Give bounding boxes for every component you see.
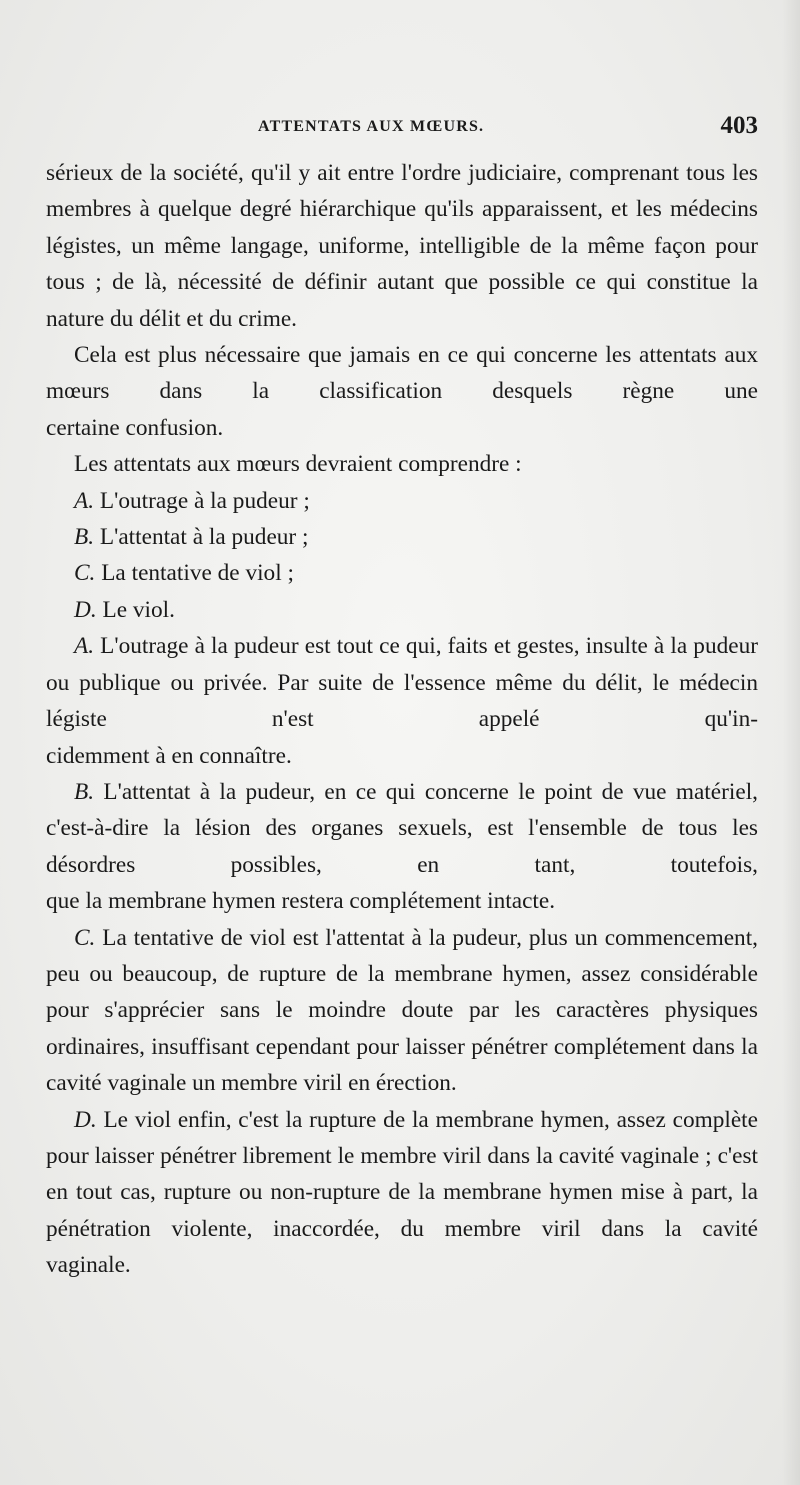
paragraph-confusion [46, 337, 758, 410]
running-head: ATTENTATS AUX MŒURS. [258, 118, 485, 135]
list-text: L'attentat à la pudeur ; [94, 524, 309, 551]
paragraph-definition-c [46, 920, 758, 1066]
list-letter: C. [74, 560, 96, 587]
paragraph-text: Les attentats aux mœurs devraient comprendre : [74, 451, 522, 478]
paragraph-text: cavité vaginale un membre viril en érection. [46, 1070, 457, 1097]
list-letter: D. [74, 596, 97, 623]
definition-letter: A. [74, 633, 95, 660]
definition-letter: C. [74, 924, 96, 951]
page-number: 403 [720, 112, 758, 139]
paragraph-text: certaine confusion. [46, 414, 224, 441]
list-letter: A. [74, 487, 95, 514]
paragraph-text: L'outrage à la pudeur est tout ce qui, faits et gestes, insulte à la pudeur ou publique ou privée. Par suite de l'essence même du délit, le médecin légiste n'est appelé qu'in- [46, 633, 758, 733]
paragraph-text: vaginale. [46, 1252, 131, 1279]
paragraph-list-intro [46, 446, 758, 482]
list-item [46, 483, 758, 519]
body-text [46, 155, 758, 1284]
paragraph-definition-d-last-line [46, 1247, 758, 1283]
paragraph-definition-c-last-line [46, 1065, 758, 1101]
list-item [46, 592, 758, 628]
list-text: La tentative de viol ; [95, 560, 294, 587]
paragraph-continuation [46, 155, 758, 301]
list-text: L'outrage à la pudeur ; [94, 487, 310, 514]
paragraph-text: cidemment à en connaître. [46, 742, 292, 769]
paragraph-definition-a-last-line [46, 738, 758, 774]
paragraph-text: sérieux de la société, qu'il y ait entre l'ordre judiciaire, comprenant tous les membres à quelque degré hiérarchique qu'ils apparaissent, et les médecins légistes, un même langage, uniforme, intelligible de la même façon pour tous ; de là, nécessité de définir autant que possible ce qui constitue la [46, 160, 758, 296]
paragraph-definition-b-last-line [46, 883, 758, 919]
paragraph-text: Cela est plus nécessaire que jamais en ce qui concerne les attentats aux mœurs dans la classification desquels règne une [46, 342, 758, 405]
list-item [46, 555, 758, 591]
paragraph-text: Le viol enfin, c'est la rupture de la membrane hymen, assez complète pour laisser pénétrer librement le membre viril dans la cavité vaginale ; c'est en tout cas, rupture ou non-rupture de la membrane hymen mise à part, la pénétration violente, inaccordée, du membre viril dans la cavité [46, 1106, 758, 1242]
paragraph-continuation-last-line [46, 301, 758, 337]
list-letter: B. [74, 524, 95, 551]
paragraph-text: La tentative de viol est l'attentat à la pudeur, plus un commencement, peu ou beaucoup, de rupture de la membrane hymen, assez considérable pour s'apprécier sans le moindre doute par les caractères physiques ordinaires, insuffisant cependant pour laisser pénétrer complétement dans la [46, 924, 758, 1060]
list-text: Le viol. [96, 596, 175, 623]
paragraph-text: nature du délit et du crime. [46, 305, 297, 332]
paragraph-definition-a [46, 628, 758, 737]
paragraph-confusion-last-line [46, 410, 758, 446]
page-header [40, 112, 758, 142]
list-item [46, 519, 758, 555]
definition-letter: D. [74, 1106, 97, 1133]
paragraph-definition-b [46, 774, 758, 883]
page-edge-shadow [782, 0, 800, 1485]
definition-letter: B. [74, 778, 95, 805]
paragraph-text: que la membrane hymen restera complétement intacte. [46, 888, 556, 915]
paragraph-text: L'attentat à la pudeur, en ce qui concerne le point de vue matériel, c'est-à-dire la lésion des organes sexuels, est l'ensemble de tous les désordres possibles, en tant, toutefois, [46, 778, 758, 878]
paragraph-definition-d [46, 1102, 758, 1248]
